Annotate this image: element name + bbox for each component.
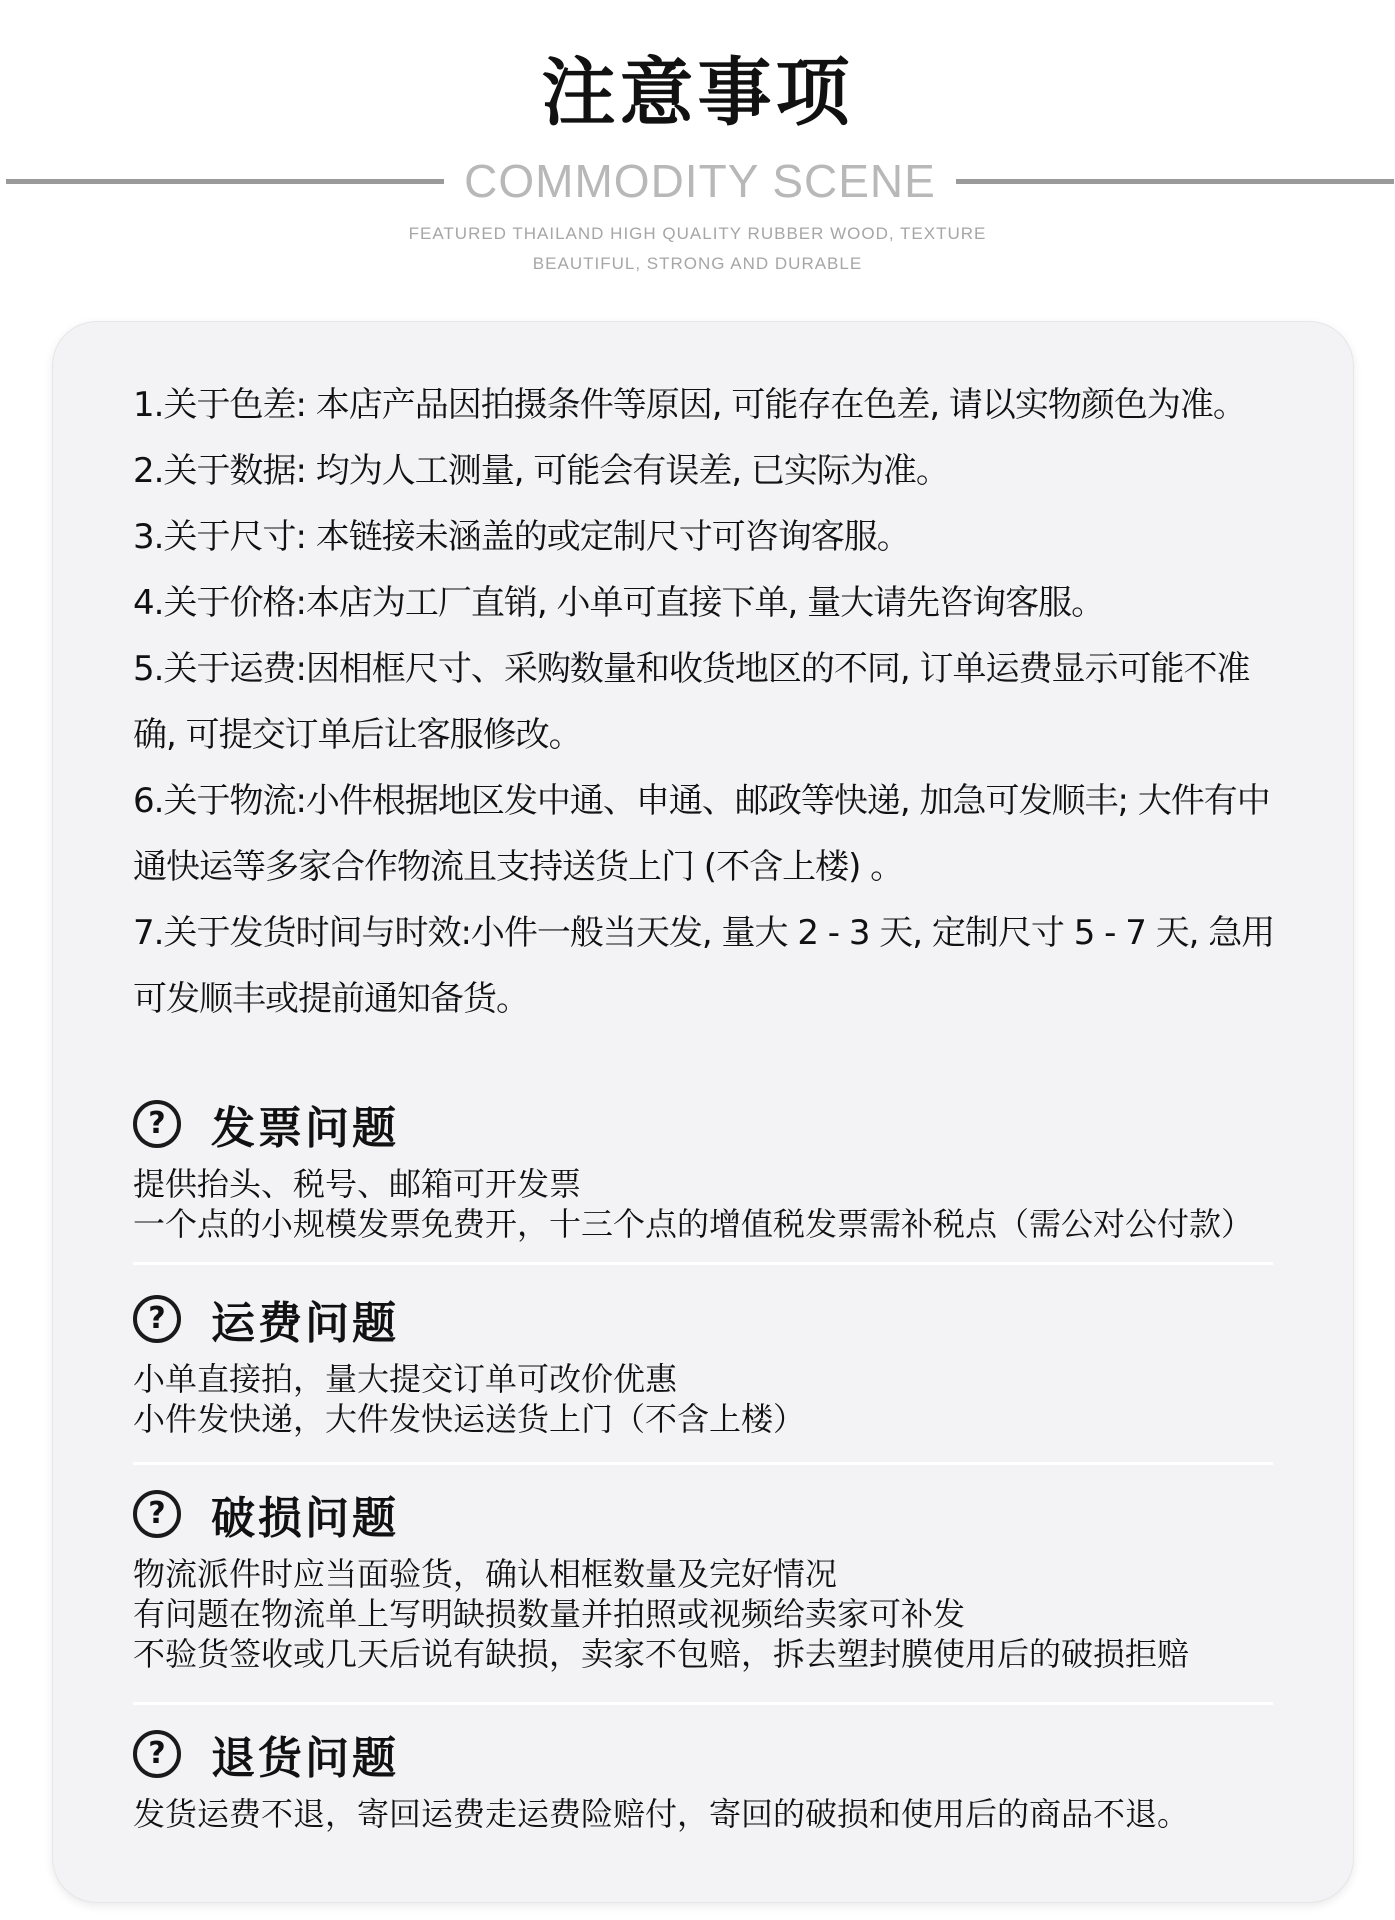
faq-line: 一个点的小规模发票免费开，十三个点的增值税发票需补税点（需公对公付款） [133, 1205, 1254, 1243]
faq-title: 运费问题 [211, 1298, 399, 1349]
faq-title: 破损问题 [211, 1493, 399, 1544]
note-line: 4.关于价格:本店为工厂直销, 小单可直接下单, 量大请先咨询客服。 [133, 583, 1105, 623]
note-line: 2.关于数据: 均为人工测量, 可能会有误差, 已实际为准。 [133, 451, 949, 491]
faq-line: 小单直接拍，量大提交订单可改价优惠 [133, 1360, 678, 1398]
question-circle-icon: ? [133, 1295, 181, 1343]
notice-card [53, 322, 1353, 1902]
question-circle-icon: ? [133, 1490, 181, 1538]
faq-line: 有问题在物流单上写明缺损数量并拍照或视频给卖家可补发 [133, 1595, 966, 1633]
faq-line: 发货运费不退，寄回运费走运费险赔付，寄回的破损和使用后的商品不退。 [133, 1795, 1190, 1833]
section-divider [133, 1262, 1273, 1265]
question-circle-icon: ? [133, 1100, 181, 1148]
english-tagline-line-2: BEAUTIFUL, STRONG AND DURABLE [532, 254, 863, 273]
faq-line: 不验货签收或几天后说有缺损，卖家不包赔，拆去塑封膜使用后的破损拒赔 [133, 1635, 1190, 1673]
english-tagline-line-1: FEATURED THAILAND HIGH QUALITY RUBBER WOOD, TEXTURE [408, 224, 987, 243]
note-line: 5.关于运费:因相框尺寸、采购数量和收货地区的不同, 订单运费显示可能不准 [133, 649, 1250, 689]
section-divider [133, 1462, 1273, 1465]
question-circle-icon: ? [133, 1730, 181, 1778]
faq-damage [133, 1482, 1333, 1674]
scene-header [0, 155, 1395, 207]
scene-subtitle: COMMODITY SCENE [464, 155, 936, 207]
note-line: 通快运等多家合作物流且支持送货上门 (不含上楼) 。 [133, 847, 904, 887]
faq-body [133, 1359, 1333, 1439]
faq-line: 小件发快递，大件发快运送货上门（不含上楼） [133, 1400, 806, 1438]
faq-line: 物流派件时应当面验货，确认相框数量及完好情况 [133, 1555, 838, 1593]
faq-body [133, 1164, 1333, 1244]
faq-invoice [133, 1092, 1333, 1244]
right-divider-line [956, 179, 1394, 184]
faq-returns [133, 1722, 1333, 1834]
note-line: 可发顺丰或提前通知备货。 [133, 979, 529, 1019]
note-line: 6.关于物流:小件根据地区发中通、申通、邮政等快递, 加急可发顺丰; 大件有中 [133, 781, 1270, 821]
note-line: 7.关于发货时间与时效:小件一般当天发, 量大 2 - 3 天, 定制尺寸 5 - 7 天, 急用 [133, 913, 1275, 953]
faq-title: 退货问题 [211, 1733, 399, 1784]
faq-title: 发票问题 [211, 1103, 399, 1154]
faq-body [133, 1554, 1333, 1674]
faq-shipping [133, 1287, 1333, 1439]
faq-body [133, 1794, 1333, 1834]
page-title: 注意事项 [541, 50, 854, 136]
note-line: 确, 可提交订单后让客服修改。 [133, 715, 582, 755]
faq-header [133, 1722, 1333, 1786]
faq-header [133, 1092, 1333, 1156]
section-divider [133, 1702, 1273, 1705]
notes-list [133, 372, 1313, 1032]
note-line: 1.关于色差: 本店产品因拍摄条件等原因, 可能存在色差, 请以实物颜色为准。 [133, 385, 1246, 425]
faq-header [133, 1287, 1333, 1351]
left-divider-line [6, 179, 444, 184]
faq-header [133, 1482, 1333, 1546]
faq-line: 提供抬头、税号、邮箱可开发票 [133, 1165, 582, 1203]
note-line: 3.关于尺寸: 本链接未涵盖的或定制尺寸可咨询客服。 [133, 517, 910, 557]
